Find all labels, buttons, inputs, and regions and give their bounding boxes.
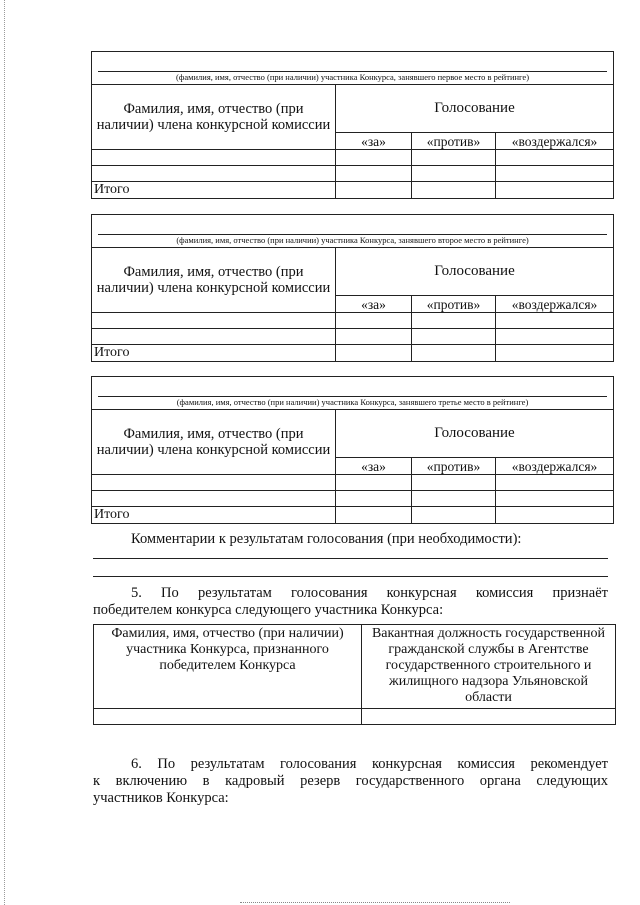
page-bottom-line [240,902,510,903]
section5-line1: 5. По результатам голосования конкурсная комиссия признаёт [131,585,608,601]
col-against: «против» [412,458,496,475]
voting-table-second-place [91,214,614,362]
comments-line-2 [93,576,608,577]
table-row [92,491,614,507]
total-label: Итого [92,182,336,199]
voting-header: Голосование [336,410,614,458]
voting-header: Голосование [336,85,614,133]
col-abstain: «воздержался» [496,458,614,475]
table-row [92,329,614,345]
comments-line-1 [93,558,608,559]
section5-line2: победителем конкурса следующего участника Конкурса: [93,602,444,618]
voting-header: Голосование [336,248,614,296]
page-edge-line [4,0,5,905]
table-row [92,150,614,166]
voting-table-third-place [91,376,614,524]
winner-position-header: Вакантная должность государственной гражданской службы в Агентстве государственного строительного и жилищного надзора Ульяновской области [362,625,616,709]
winner-name-header: Фамилия, имя, отчество (при наличии) участника Конкурса, признанного победителем Конкурса [94,625,362,709]
table-row [92,313,614,329]
participant-caption: (фамилия, имя, отчество (при наличии) участника Конкурса, занявшего первое место в рейтинге) [98,71,607,83]
comments-label: Комментарии к результатам голосования (при необходимости): [131,531,522,547]
participant-cell [92,377,614,410]
col-abstain: «воздержался» [496,133,614,150]
col-against: «против» [412,133,496,150]
col-against: «против» [412,296,496,313]
table-row [94,709,616,725]
voting-table-first-place [91,51,614,199]
section6-line1: 6. По результатам голосования конкурсная комиссия рекомендует [131,756,608,772]
member-name-header: Фамилия, имя, отчество (при наличии) члена конкурсной комиссии [92,410,336,475]
section6-line2: к включению в кадровый резерв государственного органа следующих [93,773,608,789]
total-label: Итого [92,345,336,362]
participant-caption: (фамилия, имя, отчество (при наличии) участника Конкурса, занявшего второе место в рейтинге) [98,234,607,246]
total-label: Итого [92,507,336,524]
winner-table [93,624,616,725]
member-name-header: Фамилия, имя, отчество (при наличии) члена конкурсной комиссии [92,85,336,150]
participant-caption: (фамилия, имя, отчество (при наличии) участника Конкурса, занявшего третье место в рейтинге) [98,396,607,408]
member-name-header: Фамилия, имя, отчество (при наличии) члена конкурсной комиссии [92,248,336,313]
table-row [92,166,614,182]
col-for: «за» [336,458,412,475]
col-for: «за» [336,296,412,313]
participant-cell [92,52,614,85]
col-for: «за» [336,133,412,150]
col-abstain: «воздержался» [496,296,614,313]
participant-cell [92,215,614,248]
table-row [92,475,614,491]
section6-line3: участников Конкурса: [93,790,229,806]
